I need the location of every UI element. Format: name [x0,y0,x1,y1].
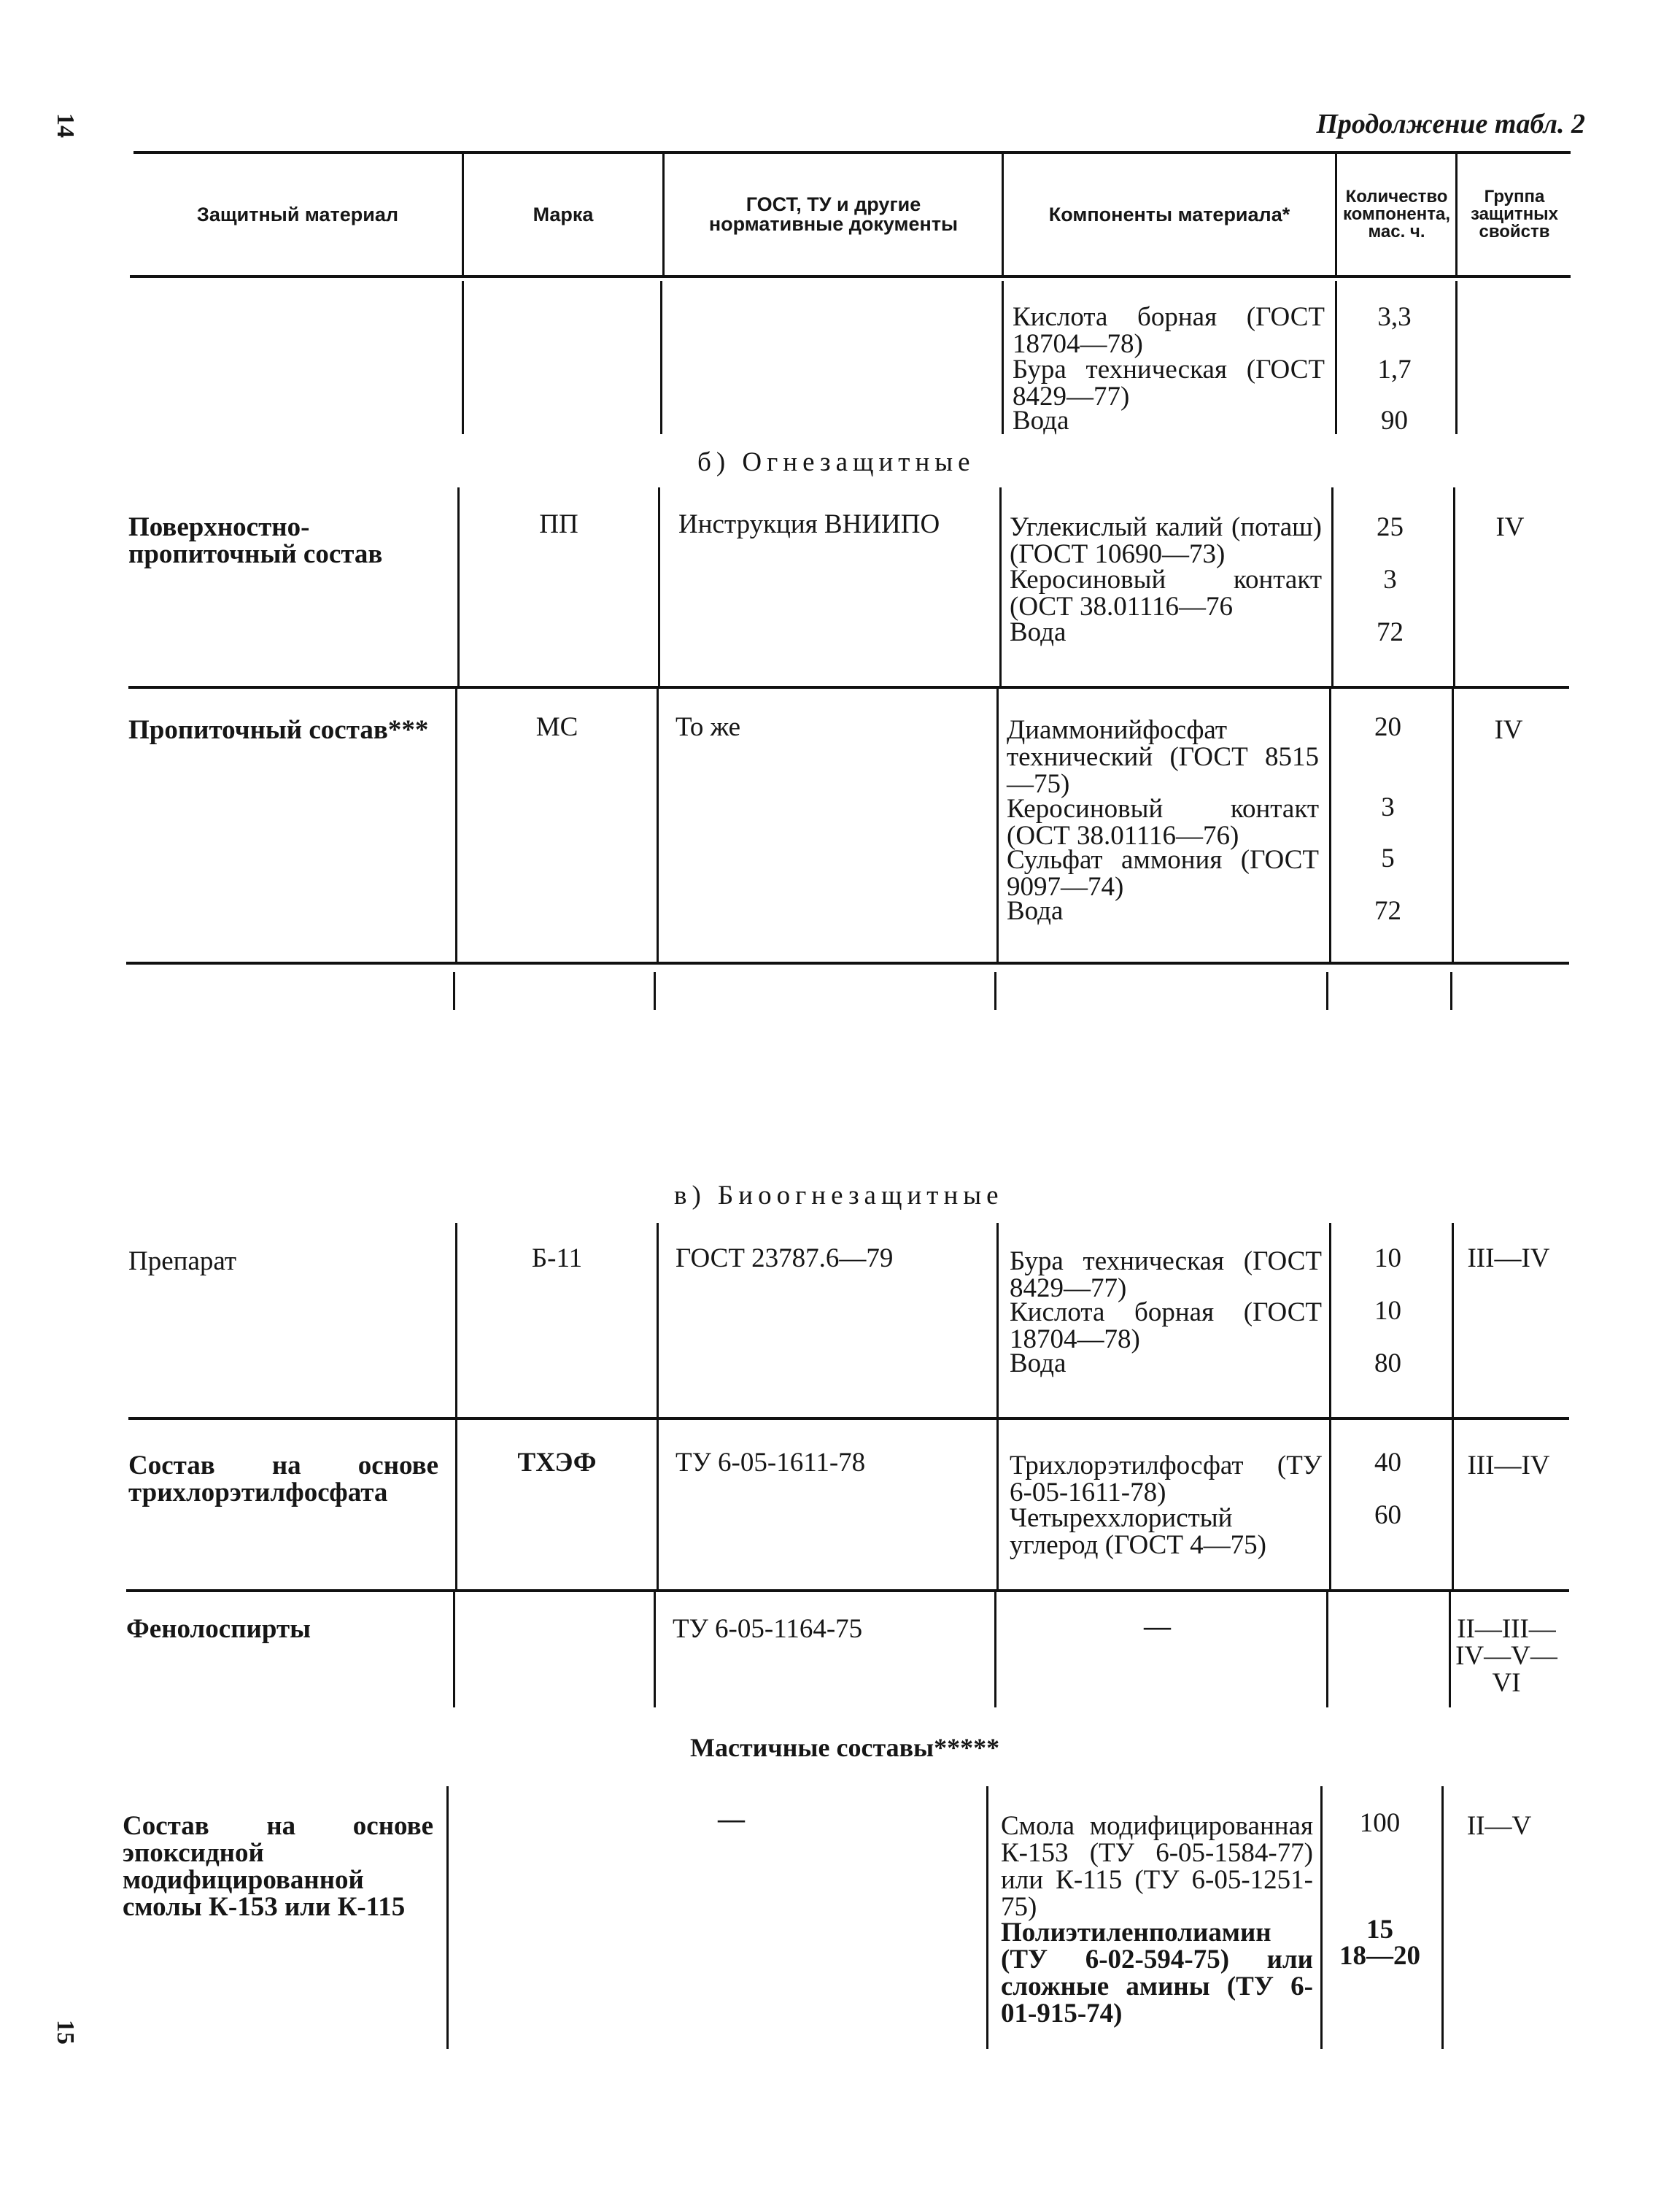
header-divider [662,154,665,275]
row-divider [1326,972,1328,1010]
material-mark: Б-11 [531,1243,583,1273]
component-name: Бура техническая (ГОСТ 8429—77) [1010,1246,1322,1303]
component-name: Углекислый калий (поташ) (ГОСТ 10690—73) [1010,512,1322,569]
protection-group: III—IV [1467,1243,1550,1273]
component-amount: 90 [1381,406,1408,436]
header-divider [1455,154,1458,275]
protection-group: II—III—IV—V—VI [1455,1614,1557,1698]
row-divider [996,689,999,962]
material-name: Пропиточный состав*** [128,715,429,745]
row-divider [462,281,464,434]
material-name: Состав на основе трихлорэтилфосфата [128,1451,438,1507]
component-amount: 100 [1359,1808,1401,1838]
section-heading-biofire: в) Биоогнезащитные [674,1181,1004,1211]
row-divider [999,487,1002,686]
component-name: Вода [1010,1348,1067,1378]
component-name: Смола модифицированная К-153 (ТУ 6-05-1584-77) или К-115 (ТУ 6-05-1251-75) [1001,1811,1313,1922]
row-divider [996,1420,999,1589]
component-name: Четыреххлористый углерод (ГОСТ 4—75) [1010,1503,1267,1560]
column-header-group: Группа защитных свойств [1470,187,1559,242]
row-divider [455,1420,457,1589]
page-number-bottom: 15 [52,2020,79,2045]
material-mark: ТХЭФ [517,1448,597,1478]
row-divider [658,487,660,686]
components-dash: — [1144,1612,1171,1642]
column-header-mark: Марка [533,203,594,225]
material-gost: ТУ 6-05-1164-75 [673,1614,863,1644]
row-divider [1335,281,1337,434]
component-name: Диаммонийфосфат технический (ГОСТ 8515—75) [1007,715,1319,799]
component-amount: 1,7 [1377,355,1412,385]
material-gost: ГОСТ 23787.6—79 [676,1243,894,1273]
material-mark: ПП [539,509,578,539]
section-heading-fire: б) Огнезащитные [697,447,975,477]
protection-group: IV [1495,512,1525,542]
row-divider [1326,1592,1328,1707]
material-gost: Инструкция ВНИИПО [678,509,940,539]
row-divider [1002,281,1004,434]
row-separator [126,1589,1569,1592]
material-gost: ТУ 6-05-1611-78 [676,1448,866,1478]
component-amount: 60 [1374,1500,1401,1530]
row-separator [126,962,1569,965]
component-name: Вода [1010,617,1067,647]
column-header-material: Защитный материал [196,203,399,225]
row-divider [994,1592,996,1707]
component-name: Бура техническая (ГОСТ 8429—77) [1013,355,1325,412]
row-divider [453,1592,455,1707]
row-divider [657,1223,659,1417]
protection-group: III—IV [1467,1451,1550,1480]
material-name: Поверхностно-пропиточный состав [128,512,383,569]
component-amount: 80 [1374,1348,1401,1378]
component-amount: 40 [1374,1448,1401,1478]
component-amount: 3 [1381,792,1395,822]
row-divider [446,1786,449,2049]
row-divider [1455,281,1458,434]
row-divider [1449,1592,1451,1707]
row-divider [657,1420,659,1589]
header-divider [1335,154,1337,275]
row-separator [128,1417,1569,1420]
component-amount: 15 [1366,1915,1393,1945]
row-divider [660,281,662,434]
component-amount: 3,3 [1377,302,1412,332]
component-amount: 72 [1377,617,1404,647]
row-divider [994,972,996,1010]
component-name: Керосиновый контакт (ОСТ 38.01116—76) [1007,794,1319,851]
component-amount: 3 [1383,565,1397,595]
component-name: Полиэтиленполиамин (ТУ 6-02-594-75) или сложные амины (ТУ 6-01-915-74) [1001,1918,1313,2028]
component-amount: 20 [1374,712,1401,742]
row-divider [1450,972,1452,1010]
row-divider [986,1786,988,2049]
component-name: Кислота борная (ГОСТ 18704—78) [1010,1297,1322,1354]
component-amount: 10 [1374,1243,1401,1273]
continuation-caption: Продолжение табл. 2 [1316,109,1585,139]
material-name: Препарат [128,1246,236,1276]
material-gost: То же [676,712,741,742]
component-name: Вода [1007,896,1064,926]
gost-dash: — [718,1804,745,1834]
row-separator [128,686,1569,689]
row-divider [996,1223,999,1417]
column-header-amount: Количество компонента, мас. ч. [1342,187,1451,242]
component-amount: 5 [1381,843,1395,873]
component-name: Кислота борная (ГОСТ 18704—78) [1013,302,1325,359]
material-name: Состав на основе эпоксидной модифицированной смолы К-153 или К-115 [123,1811,433,1922]
page-number-top: 14 [52,113,79,138]
component-name: Трихлорэтилфосфат (ТУ 6-05-1611-78) [1010,1451,1322,1507]
protection-group: IV [1494,715,1523,745]
material-mark: МС [535,712,578,742]
component-amount: 10 [1374,1296,1401,1326]
row-divider [654,1592,656,1707]
row-divider [1441,1786,1444,2049]
component-name: Керосиновый контакт (ОСТ 38.01116—76 [1010,565,1322,622]
table-header-bottom-rule [130,275,1571,278]
column-header-gost: ГОСТ, ТУ и другие нормативные документы [708,193,959,235]
row-divider [1320,1786,1323,2049]
protection-group: II—V [1466,1811,1532,1841]
row-divider [654,972,656,1010]
component-amount: 18—20 [1339,1941,1420,1971]
component-amount: 72 [1374,896,1401,926]
column-header-components: Компоненты материала* [1048,203,1290,225]
component-name: Сульфат аммония (ГОСТ 9097—74) [1007,845,1319,902]
row-divider [657,689,659,962]
section-heading-mastic: Мастичные составы***** [690,1733,1000,1762]
row-divider [453,972,455,1010]
component-name: Вода [1013,406,1069,436]
component-amount: 25 [1377,512,1404,542]
material-name: Фенолоспирты [126,1614,311,1644]
row-divider [1452,1420,1454,1589]
